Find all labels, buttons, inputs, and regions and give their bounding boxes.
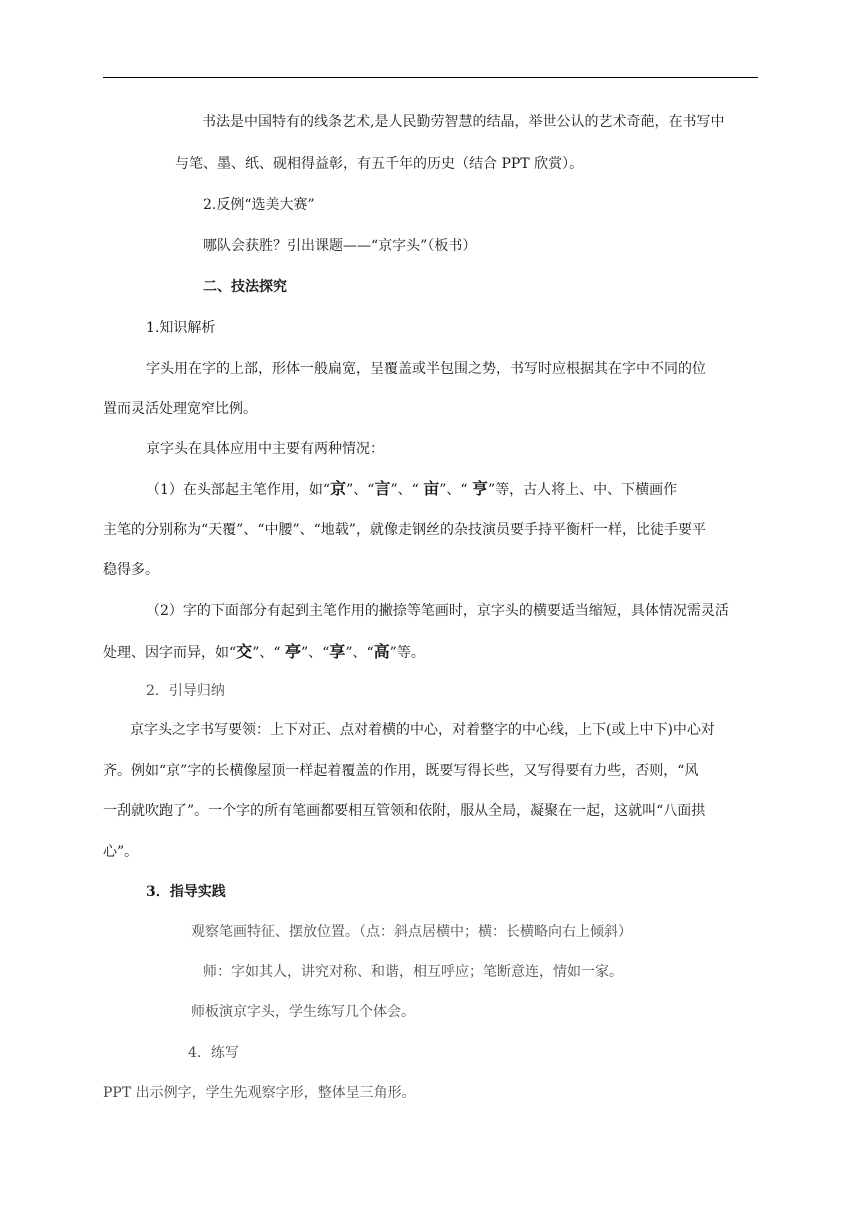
item2-text: 哪队会获胜？引出课题——“京字头”（板书）	[203, 238, 477, 254]
case2-example-char: 享	[329, 642, 346, 661]
practice-line1: 观察笔画特征、摆放位置。（点：斜点居横中；横：长横略向右上倾斜）	[191, 924, 632, 940]
guide-line3: 一刮就吹跑了”。一个字的所有笔画都要相互管领和依附，服从全局，凝聚在一起，这就叫“八面拱	[103, 803, 706, 819]
guide-heading: 2．引导归纳	[146, 683, 225, 699]
case2-prefix: 处理、因字而异，如	[103, 645, 229, 661]
intro-line-2: 与笔、墨、纸、砚相得益彰，有五千年的历史（结合 PPT 欣赏）。	[175, 156, 584, 172]
knowledge-para1-line1: 字头用在字的上部，形体一般扁宽，呈覆盖或半包围之势，书写时应根据其在字中不同的位	[146, 361, 706, 377]
case1-suffix: 等，古人将上、中、下横画作	[495, 482, 678, 498]
case2-example-char: 交	[236, 642, 253, 661]
practice-line2: 师：字如其人，讲究对称、和谐，相互呼应；笔断意连，情如一家。	[203, 964, 623, 980]
case1-line2: 主笔的分别称为“天覆”、“中腰”、“地载”，就像走钢丝的杂技演员要手持平衡杆一样，比徒手要平	[103, 522, 706, 538]
practice-heading: 3．指导实践	[146, 884, 226, 900]
header-rule	[103, 77, 758, 78]
case1-line3: 稳得多。	[103, 562, 159, 578]
case1-line1: （1）在头部起主笔作用，如“京”、“言”、“ 亩”、“ 亨”等，古人将上、中、下横画作	[146, 479, 678, 498]
case1-example-char: 言	[374, 479, 391, 498]
case2-line1: （2）字的下面部分有起到主笔作用的撇捺等笔画时，京字头的横要适当缩短，具体情况需灵活	[146, 603, 729, 619]
case1-example-char: 京	[330, 479, 347, 498]
section-heading: 二、技法探究	[203, 279, 287, 295]
case1-prefix: （1）在头部起主笔作用，如	[146, 482, 323, 498]
item2-title: 2.反例“选美大赛”	[203, 197, 315, 213]
knowledge-para1-line2: 置而灵活处理宽窄比例。	[103, 401, 257, 417]
guide-line1: 京字头之字书写要领：上下对正、点对着横的中心，对着整字的中心线，上下(或上中下)中心对	[130, 722, 715, 738]
case1-example-char: 亨	[472, 479, 489, 498]
case2-example-char: 高	[373, 642, 390, 661]
knowledge-heading: 1.知识解析	[146, 320, 216, 336]
case2-line2: 处理、因字而异，如“交”、“ 亭”、“享”、“高”等。	[103, 642, 425, 661]
guide-line2: 齐。例如“京”字的长横像屋顶一样起着覆盖的作用，既要写得长些，又写得要有力些，否则，“风	[103, 763, 699, 779]
case2-example-char: 亭	[284, 642, 301, 661]
case1-example-char: 亩	[423, 479, 440, 498]
writing-heading: 4．练写	[188, 1045, 239, 1061]
guide-line4: 心”。	[103, 844, 139, 860]
writing-line1: PPT 出示例字，学生先观察字形，整体呈三角形。	[103, 1085, 416, 1101]
case2-suffix: 等。	[396, 645, 425, 661]
practice-line3: 师板演京字头，学生练写几个体会。	[191, 1004, 415, 1020]
intro-line-1: 书法是中国特有的线条艺术,是人民勤劳智慧的结晶，举世公认的艺术奇葩，在书写中	[202, 114, 725, 130]
knowledge-para2: 京字头在具体应用中主要有两种情况：	[146, 441, 384, 457]
